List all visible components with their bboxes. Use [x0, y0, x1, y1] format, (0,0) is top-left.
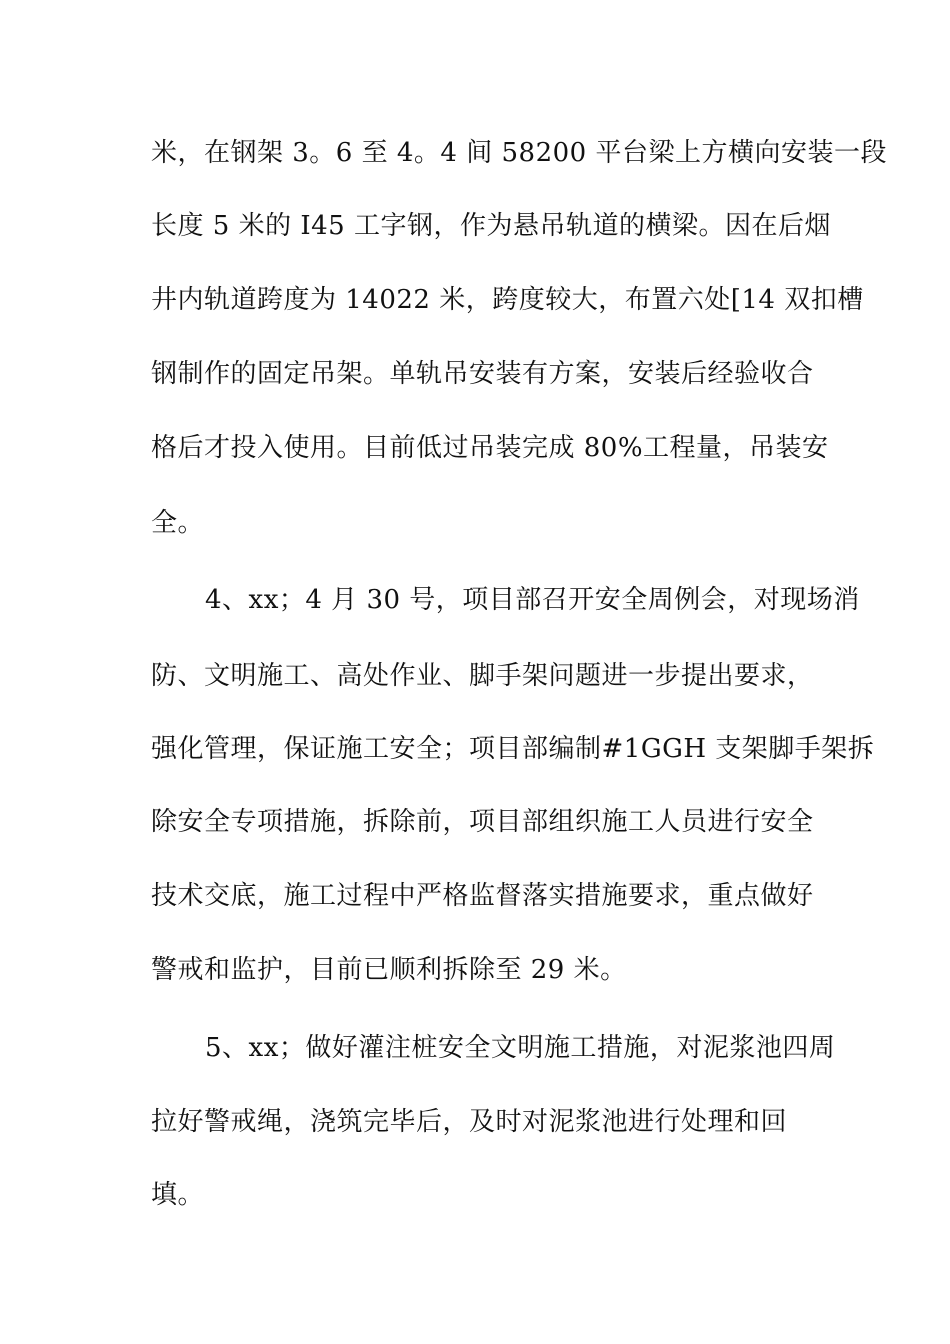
text-line: 米，在钢架 3。6 至 4。4 间 58200 平台梁上方横向安装一段 — [151, 138, 887, 168]
text-line: 填。 — [151, 1180, 205, 1210]
text-line: 全。 — [151, 508, 205, 538]
text-line: 钢制作的固定吊架。单轨吊安装有方案，安装后经验收合 — [151, 359, 814, 389]
text-line: 强化管理，保证施工安全；项目部编制#1GGH 支架脚手架拆 — [151, 734, 875, 764]
text-line: 格后才投入使用。目前低过吊装完成 80%工程量，吊装安 — [151, 433, 829, 463]
text-line: 拉好警戒绳，浇筑完毕后，及时对泥浆池进行处理和回 — [151, 1107, 788, 1137]
text-line: 除安全专项措施，拆除前，项目部组织施工人员进行安全 — [151, 807, 814, 837]
paragraph-4-first-line: 4、xx；4 月 30 号，项目部召开安全周例会，对现场消 — [205, 585, 860, 615]
text-line: 长度 5 米的 I45 工字钢，作为悬吊轨道的横梁。因在后烟 — [151, 211, 831, 241]
paragraph-5-first-line: 5、xx；做好灌注桩安全文明施工措施，对泥浆池四周 — [205, 1033, 836, 1063]
text-line: 警戒和监护，目前已顺利拆除至 29 米。 — [151, 955, 627, 985]
text-line: 技术交底，施工过程中严格监督落实措施要求，重点做好 — [151, 881, 814, 911]
text-line: 防、文明施工、高处作业、脚手架问题进一步提出要求， — [151, 661, 814, 691]
text-line: 井内轨道跨度为 14022 米，跨度较大，布置六处[14 双扣槽 — [151, 285, 864, 315]
